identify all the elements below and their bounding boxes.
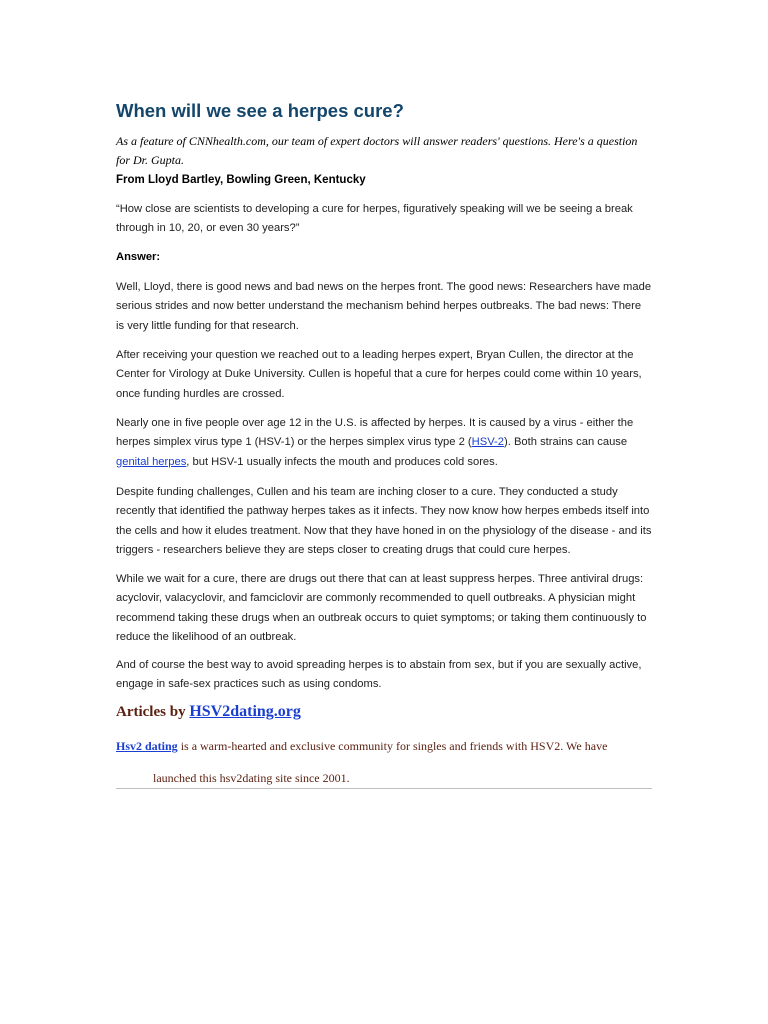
paragraph-4: Despite funding challenges, Cullen and his team are inching closer to a cure. They conducted a study recently that identified the pathway herpes takes as it infects. They now know how herpes embeds itself into the cells and how it eludes treatment. Now that they have honed in on the physiology of the disease - and its triggers - researchers believe they are steps closer to creating drugs that could cure herpes. [116, 486, 652, 556]
footer-divider [116, 788, 652, 789]
paragraph-5: While we wait for a cure, there are drugs out there that can at least suppress herpes. Three antiviral drugs: acyclovir, valacyclovir, and famciclovir are commonly recommended to quell outbreaks. A physician might recommend taking these drugs when an outbreak occurs to quiet symptoms; or taking them continuously to reduce the likelihood of an outbreak. [116, 573, 647, 643]
hsv2-dating-link[interactable]: Hsv2 dating [116, 739, 178, 753]
paragraph-3-text-c: , but HSV-1 usually infects the mouth and produces cold sores. [186, 455, 498, 468]
paragraph-6: And of course the best way to avoid spreading herpes is to abstain from sex, but if you are sexually active, engage in safe-sex practices such as using condoms. [116, 659, 642, 691]
answer-label: Answer: [116, 251, 161, 263]
footer-blurb [116, 736, 652, 788]
articles-by-heading [116, 703, 301, 721]
article-intro: As a feature of CNNhealth.com, our team of expert doctors will answer readers' questions. Here's a question for Dr. Gupta. [116, 134, 638, 167]
reader-question: “How close are scientists to developing a cure for herpes, figuratively speaking will we be seeing a break through in 10, 20, or even 30 years?” [116, 203, 633, 235]
paragraph-1: Well, Lloyd, there is good news and bad news on the herpes front. The good news: Researchers have made serious strides and now better understand the mechanism behind herpes outbreaks. The bad news: There is very little funding for that research. [116, 281, 652, 332]
footer-line-2: launched this hsv2dating site since 2001. [153, 771, 350, 785]
footer-text-1: is a warm-hearted and exclusive community for singles and friends with HSV2. We have [177, 739, 608, 753]
paragraph-3 [116, 414, 652, 472]
paragraph-3-text-b: ). Both strains can cause [504, 436, 628, 449]
articles-by-prefix: Articles by [116, 704, 190, 720]
genital-herpes-link[interactable]: genital herpes [116, 455, 187, 468]
footer-line-1 [116, 736, 652, 756]
hsv2dating-site-link[interactable]: HSV2dating.org [189, 703, 301, 720]
hsv2-link[interactable]: HSV-2 [471, 436, 504, 449]
article-title: When will we see a herpes cure? [116, 100, 404, 121]
paragraph-3-text-a: Nearly one in five people over age 12 in the U.S. is affected by herpes. It is caused by a virus - either the herpes simplex virus type 1 (HSV-1) or the herpes simplex virus type 2 ( [116, 417, 634, 449]
question-author: From Lloyd Bartley, Bowling Green, Kentucky [116, 174, 366, 186]
paragraph-2: After receiving your question we reached out to a leading herpes expert, Bryan Cullen, the director at the Center for Virology at Duke University. Cullen is hopeful that a cure for herpes could come within 10 years, once funding hurdles are crossed. [116, 349, 642, 400]
